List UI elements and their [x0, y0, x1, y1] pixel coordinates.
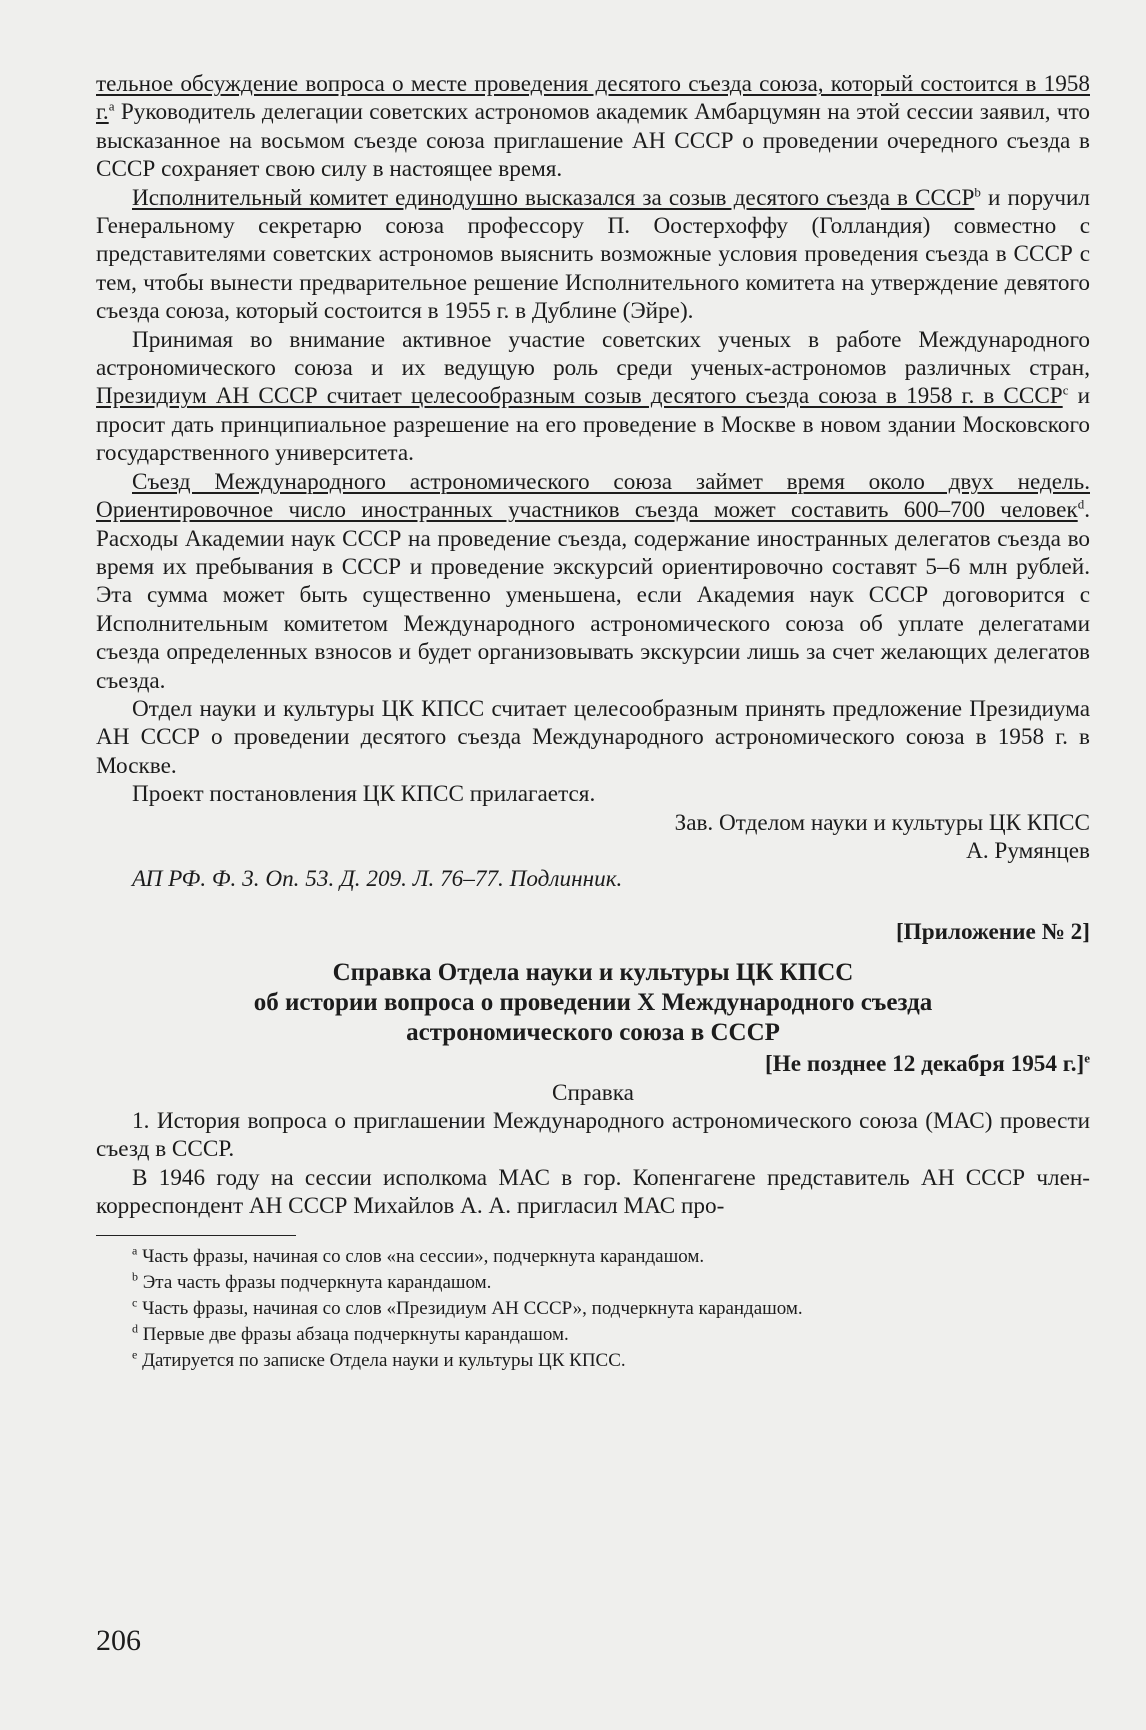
footnote-mark-b: b [974, 183, 981, 199]
footnote [96, 1296, 1090, 1322]
footnote-text: Датируется по записке Отдела науки и культуры ЦК КПСС. [137, 1349, 626, 1371]
paragraph-6: Проект постановления ЦК КПСС прилагается. [132, 781, 596, 808]
footnote [96, 1322, 1090, 1348]
footnote-mark: c [132, 1295, 138, 1310]
footnote-text: Эта часть фразы подчеркнута карандашом. [138, 1271, 492, 1293]
paragraph-3 [96, 326, 1090, 468]
document-page [96, 70, 1090, 1374]
footnote-divider [96, 1235, 296, 1236]
paragraph-text: и поручил Генеральному секретарю союза профессору П. Оостерхоффу (Голландия) совместно с представителями советских астрономов выяснить возможные условия проведения съезда в СССР с тем, чтобы вынести предварительное решение Исполнительного комитета на утверждение девятого съезда союза, который состоится в 1955 г. в Дублине (Эйре). [96, 184, 1091, 325]
footnote [96, 1244, 1090, 1270]
signature-name: А. Румянцев [966, 837, 1090, 864]
footnotes [96, 1244, 1090, 1374]
appendix-heading: Справка [552, 1079, 634, 1106]
underlined-text: тельное обсуждение вопроса о месте проведения десятого съезда союза, который состоится в 1958 г. [96, 71, 1090, 126]
paragraph-1 [96, 70, 1090, 184]
paragraph-2 [96, 184, 1090, 326]
underlined-text: Исполнительный комитет единодушно высказался за созыв десятого съезда в СССР [132, 184, 975, 211]
underlined-text: Съезд Международного астрономического союза займет время около двух недель. Ориентировочное число иностранных участников съезда может составить 600–700 человек [96, 468, 1090, 524]
appendix-paragraph-1: В 1946 году на сессии исполкома МАС в гор. Копенгагене представитель АН СССР член-корреспондент АН СССР Михайлов А. А. пригласил МАС про- [96, 1164, 1090, 1220]
appendix-title-line: Справка Отдела науки и культуры ЦК КПСС [332, 959, 854, 987]
page-number: 206 [96, 1624, 141, 1657]
footnote-mark: b [132, 1269, 138, 1284]
footnote-text: Первые две фразы абзаца подчеркнуты карандашом. [138, 1323, 569, 1345]
appendix-date [96, 1050, 1090, 1078]
footnote-mark: a [132, 1243, 138, 1258]
archive-source: АП РФ. Ф. 3. Оп. 53. Д. 209. Л. 76–77. Подлинник. [132, 866, 623, 893]
footnote-text: Часть фразы, начиная со слов «на сессии», подчеркнута карандашом. [137, 1245, 705, 1267]
paragraph-4 [96, 468, 1090, 695]
date-text: [Не позднее 12 декабря 1954 г.] [765, 1051, 1085, 1078]
paragraph-text: . Расходы Академии наук СССР на проведение съезда, содержание иностранных делегатов съезда во время их пребывания в СССР и проведение экскурсий ориентировочно составят 5–6 млн рублей. Эта сумма может быть существенно уменьшена, если Академия наук СССР договорится с Исполнительным комитетом Международного астрономического союза об уплате делегатами съезда определенных взносов и будет организовывать экскурсии лишь за счет желающих делегатов съезда. [96, 497, 1090, 694]
footnote-mark: d [132, 1321, 138, 1336]
appendix-label: [Приложение № 2] [895, 918, 1090, 945]
paragraph-text: и просит дать принципиальное разрешение на его проведение в Москве в новом здании Московского государственного университета. [96, 383, 1090, 467]
signature-position: Зав. Отделом науки и культуры ЦК КПСС [674, 809, 1090, 836]
footnote [96, 1270, 1090, 1296]
appendix-title-line: об истории вопроса о проведении X Международного съезда [253, 989, 933, 1017]
footnote-mark-d: d [1077, 496, 1085, 512]
footnote-mark-c: c [1062, 382, 1069, 398]
body-text [96, 70, 1090, 1221]
underlined-text: Президиум АН СССР считает целесообразным созыв десятого съезда союза в 1958 г. в СССР [96, 383, 1063, 410]
appendix-title [96, 958, 1090, 1048]
footnote-text: Часть фразы, начиная со слов «Президиум АН СССР», подчеркнута карандашом. [137, 1297, 803, 1319]
footnote-mark-e: e [1084, 1050, 1090, 1066]
footnote [96, 1348, 1090, 1374]
footnote-mark-a: a [108, 98, 115, 114]
footnote-mark: e [132, 1347, 138, 1362]
paragraph-5: Отдел науки и культуры ЦК КПСС считает целесообразным принять предложение Президиума АН СССР о проведении десятого съезда Международного астрономического союза в 1958 г. в Москве. [96, 695, 1090, 779]
paragraph-text: Руководитель делегации советских астрономов академик Амбарцумян на этой сессии заявил, что высказанное на восьмом съезде союза приглашение АН СССР о проведении очередного съезда в СССР сохраняет свою силу в настоящее время. [96, 99, 1090, 183]
appendix-title-line: астрономического союза в СССР [406, 1019, 780, 1047]
appendix-item-1: 1. История вопроса о приглашении Международного астрономического союза (МАС) провести съезд в СССР. [96, 1108, 1090, 1163]
paragraph-text: Принимая во внимание активное участие советских ученых в работе Международного астрономического союза и их ведущую роль среди ученых-астрономов различных стран, [96, 326, 1090, 382]
